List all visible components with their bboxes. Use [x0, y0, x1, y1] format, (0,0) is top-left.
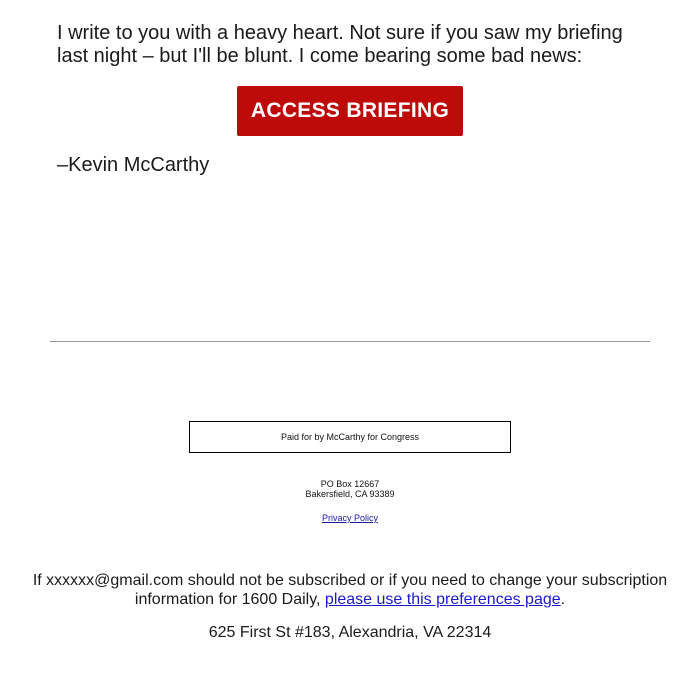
privacy-policy-row	[0, 513, 700, 524]
email-intro-text: I write to you with a heavy heart. Not sure if you saw my briefing last night – but I'll be blunt. I come bearing some bad news:	[57, 22, 623, 67]
divider	[50, 341, 650, 342]
access-briefing-button[interactable]: ACCESS BRIEFING	[237, 86, 463, 136]
paid-for-disclaimer: Paid for by McCarthy for Congress	[189, 421, 511, 453]
unsubscribe-text: If xxxxxx@gmail.com should not be subscribed or if you need to change your subscription information for 1600 Daily,	[32, 572, 668, 608]
signature: –Kevin McCarthy	[57, 154, 210, 176]
preferences-page-link[interactable]: please use this preferences page	[324, 591, 561, 608]
mailing-address: 625 First St #183, Alexandria, VA 22314	[208, 624, 492, 641]
cta-container	[0, 86, 700, 136]
unsubscribe-notice	[20, 571, 680, 609]
unsubscribe-suffix: .	[560, 591, 566, 608]
po-address	[0, 479, 700, 499]
city-state-zip: Bakersfield, CA 93389	[305, 489, 395, 499]
po-box: PO Box 12667	[320, 479, 380, 489]
privacy-policy-link[interactable]: Privacy Policy	[321, 513, 378, 523]
